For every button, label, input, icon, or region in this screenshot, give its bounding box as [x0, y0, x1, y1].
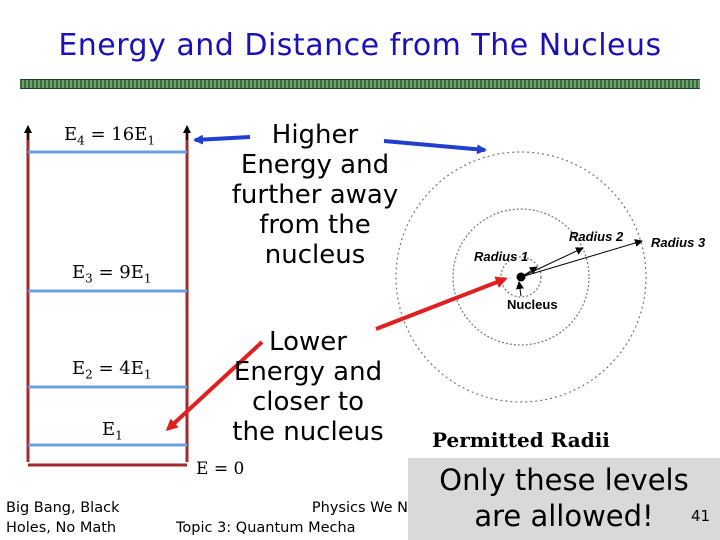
radius-1-label: Radius 1: [474, 249, 529, 264]
level-label-e4: $E_4 = 16E_1$: [64, 124, 155, 148]
level-label-e1: $E_1$: [102, 419, 123, 443]
nucleus-label: Nucleus: [507, 297, 558, 312]
page-number: 41: [691, 507, 711, 525]
level-label-e0: E = 0: [196, 459, 245, 479]
higher-energy-caption: Higher Energy and further away from the nucleus: [231, 120, 399, 270]
level-label-e3: $E_3 = 9E_1$: [72, 262, 152, 286]
allowed-levels-callout: Only these levels are allowed!: [408, 458, 720, 540]
level-label-e2: $E_2 = 4E_1$: [72, 358, 152, 382]
energy-level-box: [28, 126, 187, 465]
level-lines: [28, 152, 187, 445]
slide-title: Energy and Distance from The Nucleus: [58, 28, 662, 63]
lower-arrow-right: [376, 279, 505, 329]
radius-3-label: Radius 3: [651, 235, 706, 250]
lower-energy-caption: Lower Energy and closer to the nucleus: [232, 327, 384, 447]
footer-middle: Physics We N Topic 3: Quantum Mecha: [176, 500, 408, 536]
radius-2-label: Radius 2: [569, 229, 624, 244]
permitted-radii-title: Permitted Radii: [432, 428, 610, 452]
footer-left: Big Bang, Black Holes, No Math: [6, 500, 120, 536]
